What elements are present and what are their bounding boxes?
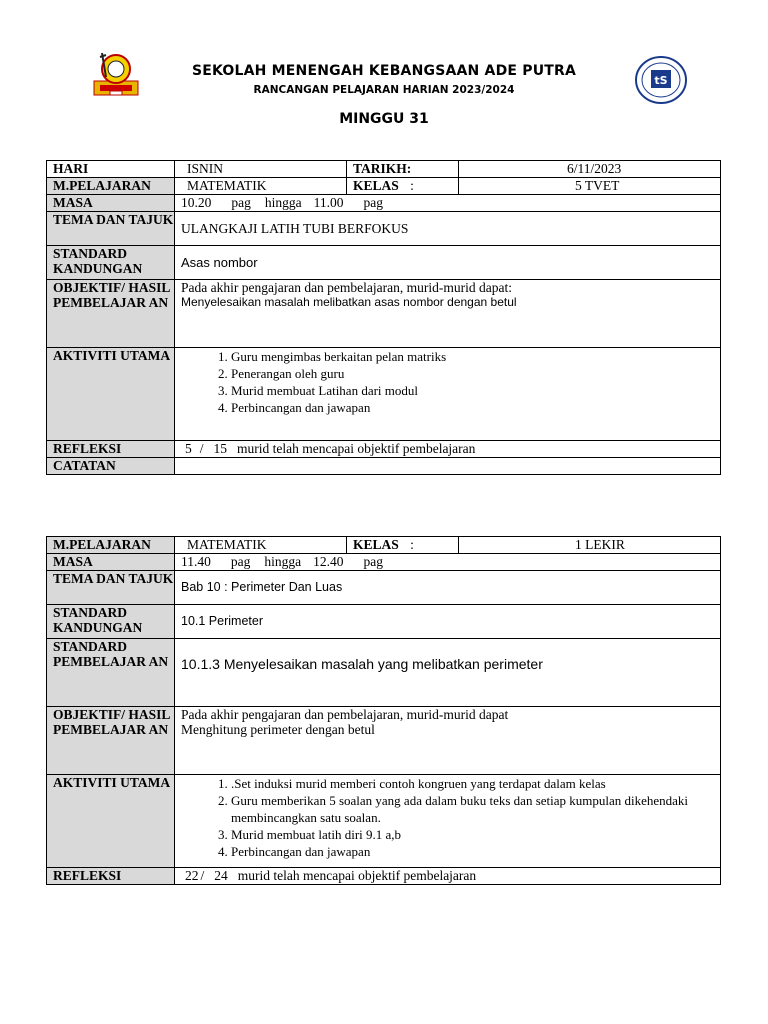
masa-pag-2: pag xyxy=(363,195,383,210)
aktiviti-label: AKTIVITI UTAMA xyxy=(47,775,175,868)
aktiviti-value xyxy=(175,348,721,441)
masa-label: MASA xyxy=(47,195,175,212)
masa-label: MASA xyxy=(47,554,175,571)
kelas-value: 5 TVET xyxy=(459,178,721,195)
row-tema xyxy=(47,212,721,246)
refleksi-label: REFLEKSI xyxy=(47,868,175,885)
svg-text:tS: tS xyxy=(654,74,668,87)
catatan-label: CATATAN xyxy=(47,458,175,475)
refleksi-total: 24 xyxy=(214,868,228,883)
row-catatan xyxy=(47,458,721,475)
subject-value: MATEMATIK xyxy=(175,178,347,195)
aktiviti-item: 4. Perbincangan dan jawapan xyxy=(231,843,720,860)
refleksi-num: 5 xyxy=(185,441,192,456)
objektif-text: Menghitung perimeter dengan betul xyxy=(181,722,375,737)
row-standard-kandungan xyxy=(47,605,721,639)
kelas-label: KELAS xyxy=(353,178,399,193)
aktiviti-item: 3. Murid membuat Latihan dari modul xyxy=(231,382,720,399)
hari-value: ISNIN xyxy=(175,161,347,178)
lesson-plan-table-2 xyxy=(46,536,721,885)
row-masa xyxy=(47,554,721,571)
standard-value: Asas nombor xyxy=(175,246,721,280)
lesson-plan-table-1 xyxy=(46,160,721,475)
aktiviti-label: AKTIVITI UTAMA xyxy=(47,348,175,441)
hari-label: HARI xyxy=(47,161,175,178)
refleksi-text: murid telah mencapai objektif pembelajaran xyxy=(237,441,476,456)
masa-pag-2: pag xyxy=(363,554,383,569)
aktiviti-list xyxy=(181,775,720,860)
objektif-intro: Pada akhir pengajaran dan pembelajaran, murid-murid dapat: xyxy=(181,280,512,295)
masa-value xyxy=(175,554,721,571)
kelas-label: KELAS xyxy=(353,537,399,552)
objektif-value xyxy=(175,280,721,348)
week-label: MINGGU 31 xyxy=(339,111,429,127)
refleksi-total: 15 xyxy=(213,441,228,456)
masa-end: 12.40 xyxy=(313,554,344,569)
subject-value: MATEMATIK xyxy=(175,537,347,554)
sk-label: STANDARD KANDUNGAN xyxy=(47,605,175,639)
sp-label: STANDARD PEMBELAJAR AN xyxy=(47,639,175,707)
row-aktiviti xyxy=(47,348,721,441)
refleksi-num: 22 xyxy=(185,868,199,883)
aktiviti-item: 1. Guru mengimbas berkaitan pelan matriks xyxy=(231,348,720,365)
aktiviti-list xyxy=(181,348,720,416)
school-name: SEKOLAH MENENGAH KEBANGSAAN ADE PUTRA xyxy=(191,63,577,79)
tema-value: ULANGKAJI LATIH TUBI BERFOKUS xyxy=(175,212,721,246)
row-subject xyxy=(47,537,721,554)
kelas-cell xyxy=(347,178,459,195)
row-standard xyxy=(47,246,721,280)
row-refleksi xyxy=(47,441,721,458)
refleksi-slash: / xyxy=(200,868,205,883)
kelas-cell xyxy=(347,537,459,554)
catatan-value[interactable] xyxy=(175,458,721,475)
standard-label: STANDARD KANDUNGAN xyxy=(47,246,175,280)
tarikh-label: TARIKH: xyxy=(347,161,459,178)
objektif-label: OBJEKTIF/ HASIL PEMBELAJAR AN xyxy=(47,707,175,775)
sk-value: 10.1 Perimeter xyxy=(175,605,721,639)
masa-start: 10.20 xyxy=(181,195,212,210)
tema-label: TEMA DAN TAJUK xyxy=(47,212,175,246)
objektif-intro: Pada akhir pengajaran dan pembelajaran, murid-murid dapat xyxy=(181,707,509,722)
kelas-colon: : xyxy=(410,178,414,193)
objektif-text: Menyelesaikan masalah melibatkan asas nombor dengan betul xyxy=(181,295,517,309)
masa-pag-1: pag xyxy=(230,554,251,569)
refleksi-value xyxy=(175,868,721,885)
row-hari xyxy=(47,161,721,178)
masa-start: 11.40 xyxy=(181,554,211,569)
refleksi-slash: / xyxy=(199,441,204,456)
aktiviti-item: 1. .Set induksi murid memberi contoh kongruen yang terdapat dalam kelas xyxy=(231,775,720,792)
kelas-value: 1 LEKIR xyxy=(459,537,721,554)
objektif-label: OBJEKTIF/ HASIL PEMBELAJAR AN xyxy=(47,280,175,348)
aktiviti-item: 3. Murid membuat latih diri 9.1 a,b xyxy=(231,826,720,843)
row-standard-pembelajaran xyxy=(47,639,721,707)
masa-pag-1: pag xyxy=(231,195,251,210)
masa-hingga: hingga xyxy=(264,195,302,210)
objektif-value xyxy=(175,707,721,775)
aktiviti-value xyxy=(175,775,721,868)
row-aktiviti xyxy=(47,775,721,868)
row-objektif xyxy=(47,707,721,775)
row-refleksi xyxy=(47,868,721,885)
aktiviti-item: 2. Guru memberikan 5 soalan yang ada dalam buku teks dan setiap kumpulan dikehendaki membincangkan satu soalan. xyxy=(231,792,720,826)
sp-value: 10.1.3 Menyelesaikan masalah yang melibatkan perimeter xyxy=(175,639,721,707)
subject-label: M.PELAJARAN xyxy=(47,537,175,554)
tarikh-value: 6/11/2023 xyxy=(459,161,721,178)
row-objektif xyxy=(47,280,721,348)
row-masa xyxy=(47,195,721,212)
tema-value: Bab 10 : Perimeter Dan Luas xyxy=(175,571,721,605)
refleksi-value xyxy=(175,441,721,458)
row-tema xyxy=(47,571,721,605)
document-subtitle: RANCANGAN PELAJARAN HARIAN 2023/2024 xyxy=(253,84,515,96)
aktiviti-item: 2. Penerangan oleh guru xyxy=(231,365,720,382)
tema-label: TEMA DAN TAJUK xyxy=(47,571,175,605)
kelas-colon: : xyxy=(410,537,414,552)
subject-label: M.PELAJARAN xyxy=(47,178,175,195)
masa-value xyxy=(175,195,721,212)
refleksi-text: murid telah mencapai objektif pembelajaran xyxy=(237,868,477,883)
refleksi-label: REFLEKSI xyxy=(47,441,175,458)
masa-end: 11.00 xyxy=(313,195,344,210)
aktiviti-item: 4. Perbincangan dan jawapan xyxy=(231,399,720,416)
masa-hingga: hingga xyxy=(264,554,302,569)
row-subject xyxy=(47,178,721,195)
